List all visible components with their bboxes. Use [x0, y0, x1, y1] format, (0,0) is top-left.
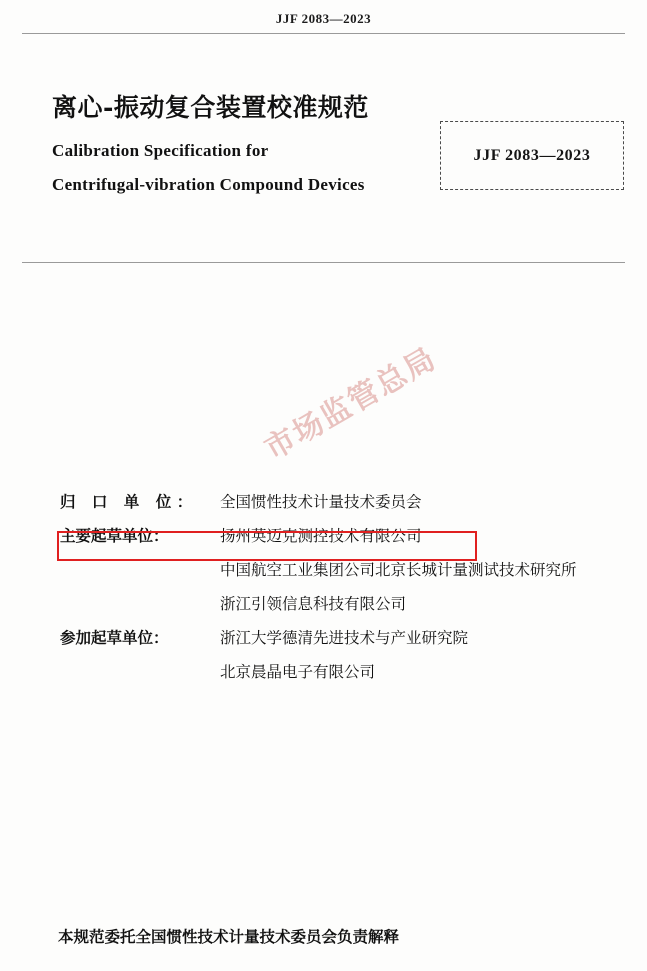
organization-list [60, 490, 620, 694]
org-value: 北京晨晶电子有限公司 [220, 663, 376, 681]
org-value: 中国航空工业集团公司北京长城计量测试技术研究所 [220, 561, 577, 579]
list-item [60, 592, 620, 626]
standard-code-box [440, 121, 624, 190]
org-value: 全国惯性技术计量技术委员会 [220, 493, 422, 511]
header-divider [22, 33, 625, 34]
title-divider [22, 262, 625, 263]
list-item [60, 558, 620, 592]
org-value: 浙江大学德清先进技术与产业研究院 [220, 629, 469, 647]
list-item [60, 524, 620, 558]
title-english-line1: Calibration Specification for [52, 141, 269, 160]
title-chinese: 离心-振动复合装置校准规范 [52, 93, 369, 122]
list-item [60, 660, 620, 694]
org-value: 扬州英迈克测控技术有限公司 [220, 527, 422, 545]
title-english-line2: Centrifugal-vibration Compound Devices [52, 175, 365, 194]
title-block [52, 88, 422, 195]
watermark-text: 市场监管总局 [259, 340, 443, 468]
org-label: 参加起草单位： [60, 628, 169, 647]
list-item [60, 626, 620, 660]
org-label: 归 口 单 位： [60, 492, 198, 511]
footer-note: 本规范委托全国惯性技术计量技术委员会负责解释 [58, 927, 400, 946]
standard-code-text: JJF 2083—2023 [473, 146, 591, 164]
org-label: 主要起草单位： [60, 526, 169, 545]
list-item [60, 490, 620, 524]
org-value: 浙江引领信息科技有限公司 [220, 595, 407, 613]
page-header [0, 0, 647, 28]
header-standard-code: JJF 2083—2023 [275, 11, 372, 26]
